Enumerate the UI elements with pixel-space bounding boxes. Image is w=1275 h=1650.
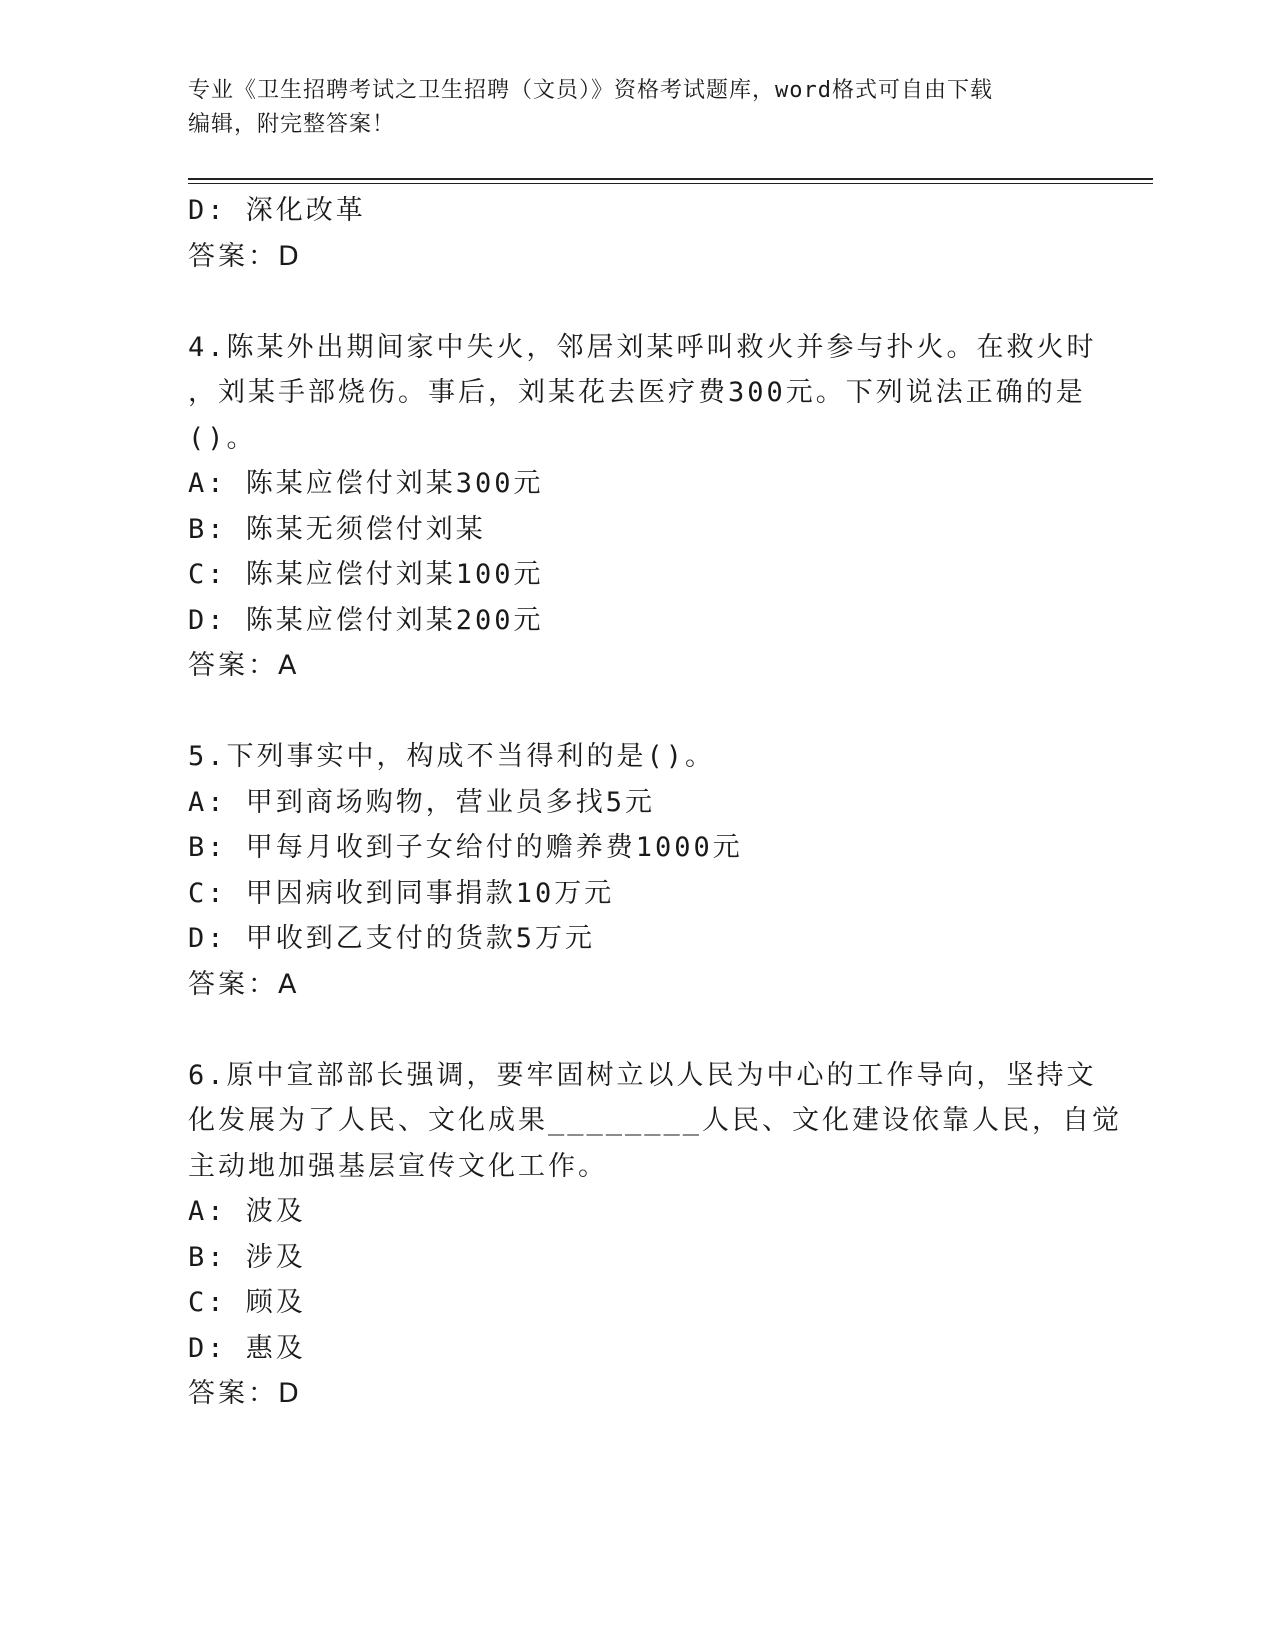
question-stem-line: ()。	[188, 422, 257, 454]
option-b: B: 涉及	[188, 1241, 306, 1273]
answer-line: 答案：A	[188, 968, 300, 1000]
question-stem-line: 5.下列事实中，构成不当得利的是()。	[188, 741, 716, 772]
question-4	[188, 325, 1097, 689]
header-line-1: 专业《卫生招聘考试之卫生招聘（文员）》资格考试题库，word格式可自由下载	[188, 78, 993, 103]
question-5	[188, 734, 1068, 1007]
question-6	[188, 1053, 1123, 1417]
option-a: A: 波及	[188, 1196, 306, 1227]
question-stem-line: 4.陈某外出期间家中失火，邻居刘某呼叫救火并参与扑火。在救火时	[188, 331, 1097, 363]
spacer	[188, 689, 1068, 735]
answer-line: 答案：D	[188, 240, 302, 272]
header-divider-thick	[188, 178, 1153, 180]
option-c: C: 陈某应偿付刘某100元	[188, 559, 544, 590]
answer-line: 答案：D	[188, 1378, 302, 1409]
question-3-tail	[188, 188, 1068, 279]
option-c: C: 顾及	[188, 1287, 306, 1318]
document-header	[188, 74, 1088, 142]
option-a: A: 甲到商场购物，营业员多找5元	[188, 786, 656, 818]
option-b: B: 陈某无须偿付刘某	[188, 513, 486, 545]
question-stem-line: 主动地加强基层宣传文化工作。	[188, 1150, 608, 1182]
option-d: D: 陈某应偿付刘某200元	[188, 604, 544, 636]
option-d: D: 深化改革	[188, 195, 366, 226]
question-stem-line: ，刘某手部烧伤。事后，刘某花去医疗费300元。下列说法正确的是	[188, 377, 1086, 408]
option-a: A: 陈某应偿付刘某300元	[188, 468, 544, 499]
option-c: C: 甲因病收到同事捐款10万元	[188, 877, 615, 909]
answer-line: 答案：A	[188, 650, 300, 681]
spacer	[188, 279, 1068, 325]
header-line-2: 编辑，附完整答案！	[188, 112, 396, 137]
header-divider-thin	[188, 183, 1153, 184]
spacer	[188, 1007, 1068, 1053]
question-stem-line: 化发展为了人民、文化成果________人民、文化建设依靠人民，自觉	[188, 1105, 1123, 1136]
option-d: D: 惠及	[188, 1332, 306, 1364]
question-stem-line: 6.原中宣部部长强调，要牢固树立以人民为中心的工作导向，坚持文	[188, 1059, 1097, 1091]
option-b: B: 甲每月收到子女给付的赡养费1000元	[188, 832, 743, 863]
question-list	[188, 188, 1123, 1417]
option-d: D: 甲收到乙支付的货款5万元	[188, 923, 596, 954]
